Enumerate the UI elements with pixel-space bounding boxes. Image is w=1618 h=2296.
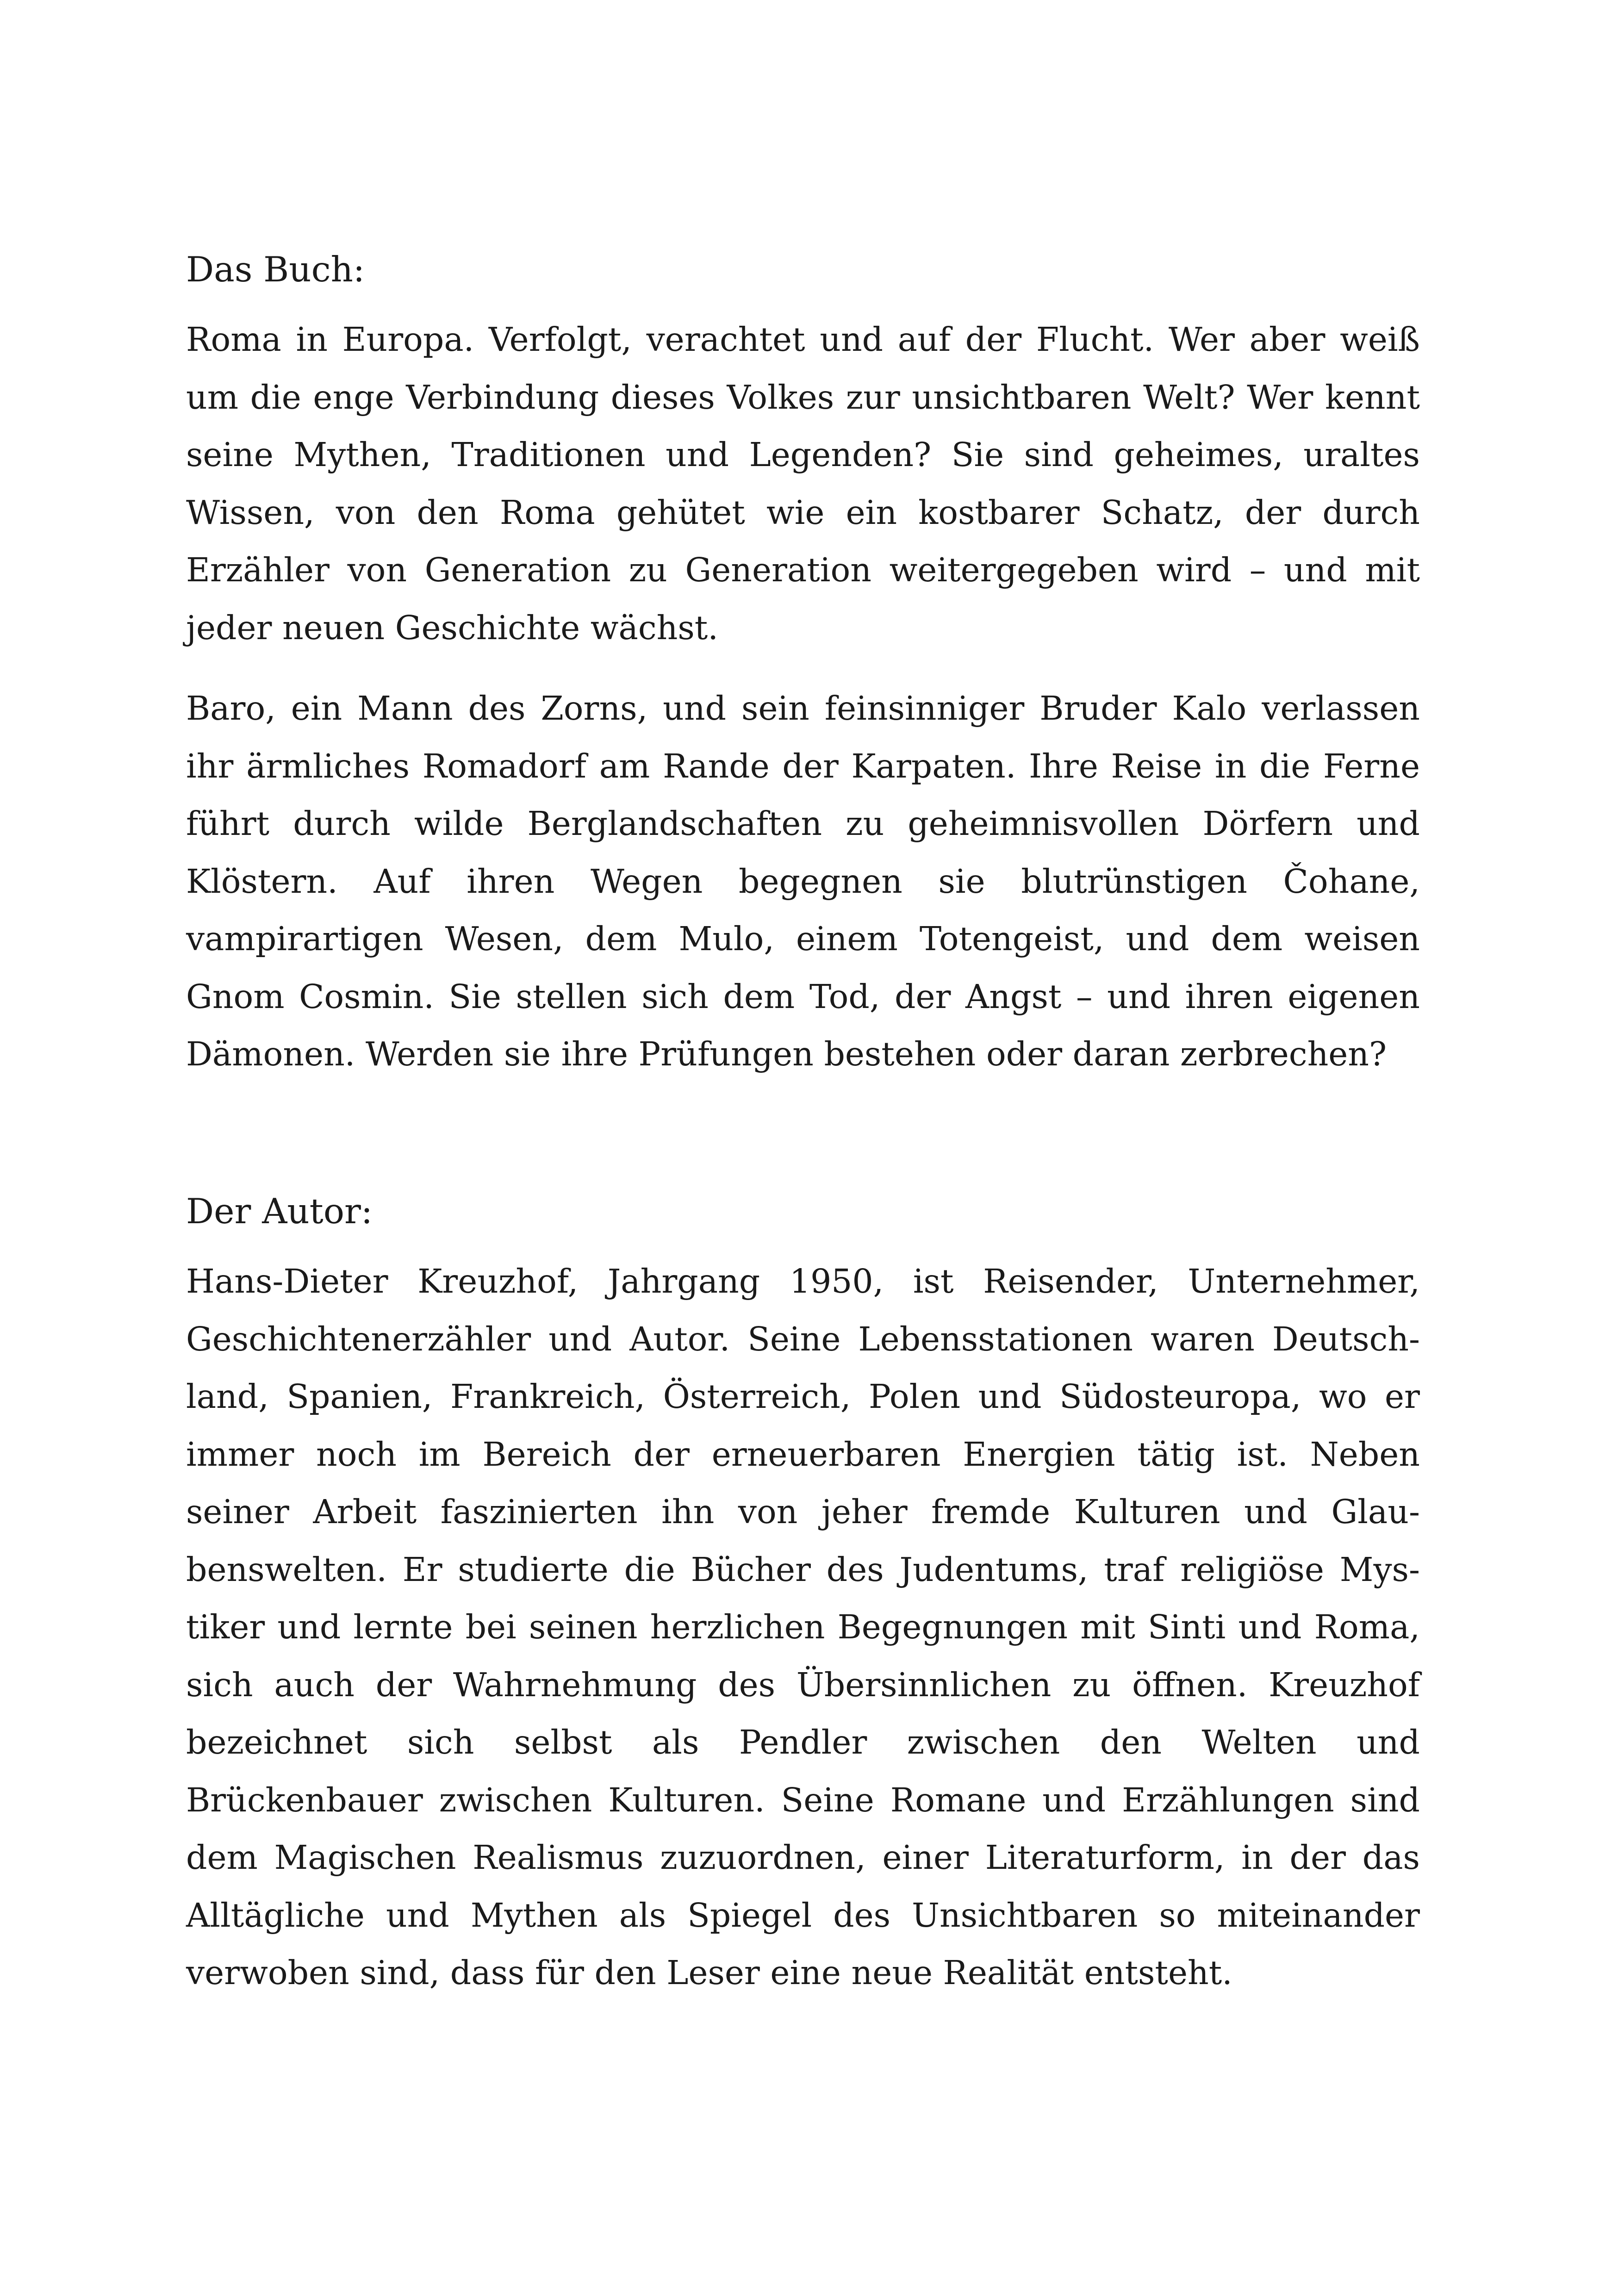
book-paragraph-1: Roma in Europa. Verfolgt, verachtet und auf der Flucht. Wer aber weiß um die enge Verbindung dieses Volkes zur unsichtbaren Welt? Wer kennt seine Mythen, Traditionen und Legenden? Sie sind geheimes, uraltes Wissen, von den Roma gehütet wie ein kostbarer Schatz, der durch Erzähler von Generation zu Generation weitergegeben wird – und mit jeder neuen Geschichte wächst. bbox=[186, 320, 1420, 647]
author-section bbox=[186, 1182, 1420, 2025]
author-heading: Der Autor: bbox=[186, 1191, 373, 1232]
book-section bbox=[186, 241, 1420, 1107]
book-heading: Das Buch: bbox=[186, 249, 365, 290]
book-paragraph-2: Baro, ein Mann des Zorns, und sein feinsinniger Bruder Kalo verlassen ihr ärmliches Romadorf am Rande der Karpaten. Ihre Reise in die Ferne führt durch wilde Berglandschaften zu geheimnisvollen Dörfern und Klöstern. Auf ihren Wegen begegnen sie blutrünstigen Čohane, vampirartigen Wesen, dem Mulo, einem Totengeist, und dem weisen Gnom Cosmin. Sie stellen sich dem Tod, der Angst – und ihren eigenen Dämonen. Werden sie ihre Prüfungen bestehen oder daran zerbrechen? bbox=[186, 689, 1420, 1073]
author-paragraph-1: Hans-Dieter Kreuzhof, Jahrgang 1950, ist Reisender, Unternehmer, Geschichtenerzähler und Autor. Seine Lebensstationen waren Deutschland, Spanien, Frankreich, Österreich, Polen und Südosteuropa, wo er immer noch im Bereich der erneuerbaren Energien tätig ist. Neben seiner Arbeit faszinierten ihn von jeher fremde Kulturen und Glaubenswelten. Er studierte die Bücher des Judentums, traf religiöse Mystiker und lernte bei seinen herzlichen Begegnungen mit Sinti und Roma, sich auch der Wahrnehmung des Übersinnlichen zu öffnen. Kreuzhof bezeichnet sich selbst als Pendler zwischen den Welten und Brückenbauer zwischen Kulturen. Seine Romane und Erzählungen sind dem Magischen Realismus zuzuordnen, einer Literaturform, in der das Alltägliche und Mythen als Spiegel des Unsichtbaren so miteinander verwoben sind, dass für den Leser eine neue Realität entsteht. bbox=[186, 1262, 1420, 1992]
